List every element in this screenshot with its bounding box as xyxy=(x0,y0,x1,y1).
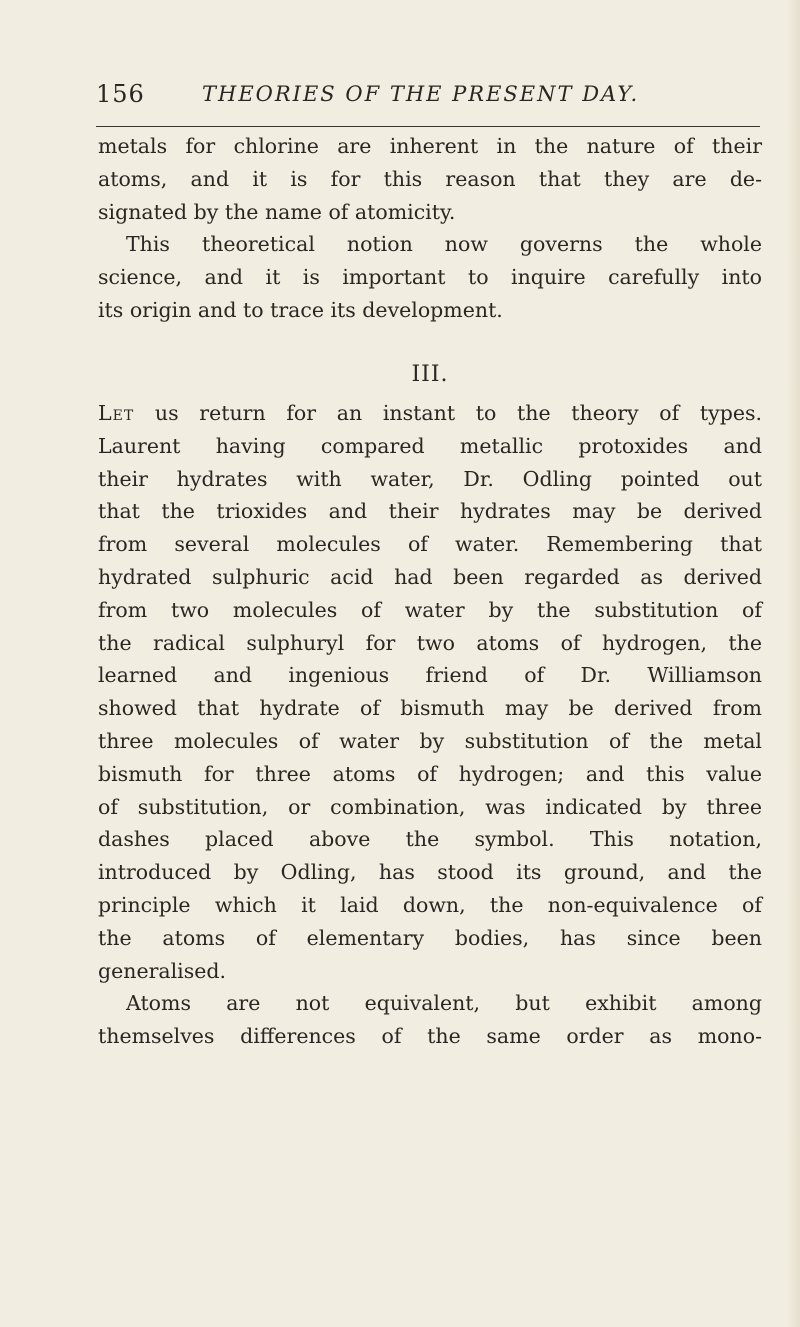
text-line-first xyxy=(98,397,762,430)
text-line: its origin and to trace its development. xyxy=(98,297,503,322)
text-line: their hydrates with water, Dr. Odling pointed out xyxy=(98,466,762,491)
text-line: bismuth for three atoms of hydrogen; and this value xyxy=(98,761,762,786)
text-line: the radical sulphuryl for two atoms of hydrogen, the xyxy=(98,630,762,655)
text-line: dashes placed above the symbol. This notation, xyxy=(98,827,762,852)
section-numeral: III. xyxy=(411,362,449,387)
text-line: showed that hydrate of bismuth may be derived from xyxy=(98,696,762,721)
running-head xyxy=(96,78,766,118)
text-line: science, and it is important to inquire carefully into xyxy=(98,265,762,290)
text-line: three molecules of water by substitution of the metal xyxy=(98,728,762,753)
page-number: 156 xyxy=(96,80,145,108)
first-line-rest: us return for an instant to the theory of types. xyxy=(134,401,762,425)
text-line: introduced by Odling, has stood its ground, and the xyxy=(98,860,762,885)
header-rule xyxy=(96,126,760,127)
text-line: themselves differences of the same order as mono- xyxy=(98,1024,762,1049)
text-line: hydrated sulphuric acid had been regarded as derived xyxy=(98,564,762,589)
text-line: signated by the name of atomicity. xyxy=(98,199,456,224)
text-line: This theoretical notion now governs the whole xyxy=(126,232,762,257)
text-line: learned and ingenious friend of Dr. Williamson xyxy=(98,663,762,688)
text-line: of substitution, or combination, was indicated by three xyxy=(98,794,762,819)
text-line: from two molecules of water by the substitution of xyxy=(98,597,762,622)
running-title: THEORIES OF THE PRESENT DAY. xyxy=(202,82,640,106)
text-line: the atoms of elementary bodies, has since been xyxy=(98,925,762,950)
text-line: that the trioxides and their hydrates may be derived xyxy=(98,499,762,524)
text-line: generalised. xyxy=(98,958,227,983)
text-line: Atoms are not equivalent, but exhibit among xyxy=(126,991,762,1016)
page-edge xyxy=(786,0,800,1327)
text-line: metals for chlorine are inherent in the nature of their xyxy=(98,134,762,158)
text-line: principle which it laid down, the non-equivalence of xyxy=(98,892,762,917)
text-line: atoms, and it is for this reason that they are de- xyxy=(98,166,762,191)
text-line: from several molecules of water. Remembering that xyxy=(98,532,762,557)
text-line: Laurent having compared metallic protoxides and xyxy=(98,433,762,458)
drop-word: Let xyxy=(98,401,135,425)
text-block-bottom xyxy=(98,397,762,1053)
text-block-top xyxy=(98,130,762,327)
